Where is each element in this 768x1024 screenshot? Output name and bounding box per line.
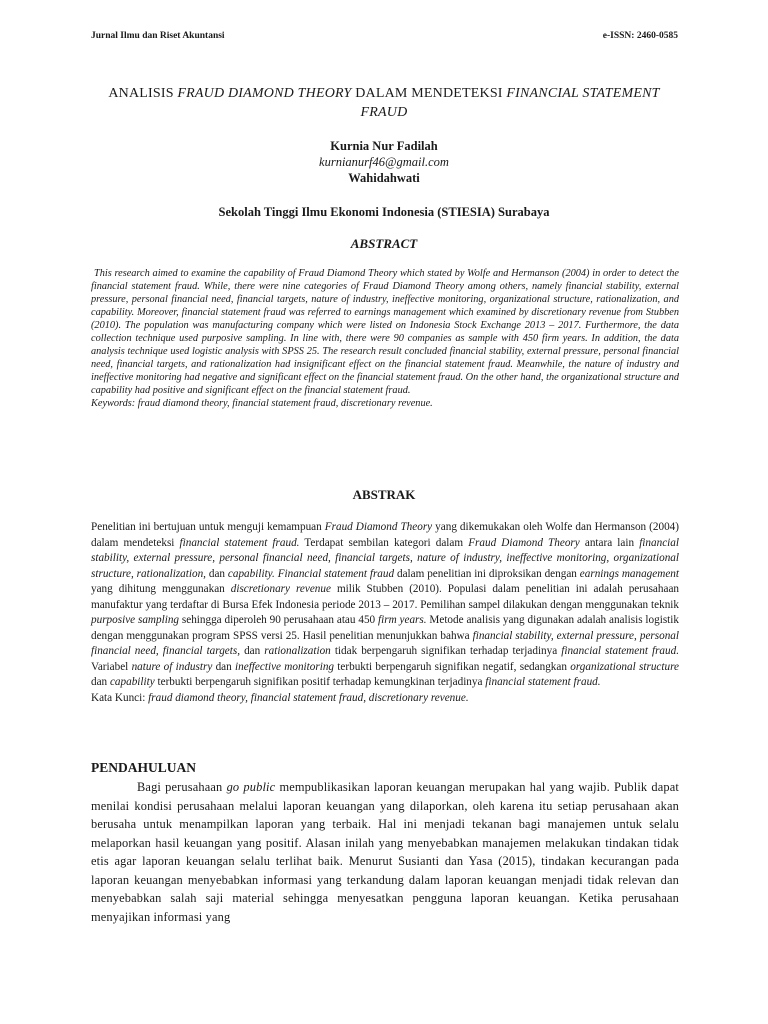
text-run: yang dikemukakan oleh Wolfe dan Hermanson (2004) dalam mendeteksi [91,521,679,549]
text-run-italic: go public [226,780,276,794]
text-run-italic: financial statement fraud. [179,536,300,549]
title-part-italic: FRAUD DIAMOND THEORY [177,86,352,101]
abstract-heading: ABSTRACT [350,236,418,251]
pendahuluan-body [91,778,679,926]
text-run-italic: financial statement fraud. [485,676,601,688]
title-part-italic: FINANCIAL STATEMENT FRAUD [360,86,660,120]
text-run: dan [205,567,228,580]
text-run: Bagi perusahaan [137,780,227,794]
issn: e-ISSN: 2460-0585 [602,31,678,41]
text-run-italic: financial stability, external pressure, personal financial need, financial targets, nature of industry, ineffective monitoring, organizational structure, rationalization, [91,536,679,580]
text-run-italic: Fraud Diamond Theory [468,536,580,549]
text-run-italic: firm years. [378,614,427,626]
authors-block [88,138,680,186]
text-run: Terdapat sembilan kategori dalam [299,536,469,549]
abstrak-heading: ABSTRAK [352,487,416,502]
title-part: DALAM MENDETEKSI [351,86,507,101]
text-run: terbukti berpengaruh signifikan negatif, sedangkan [334,660,571,673]
keywords-list: fraud diamond theory, financial statement fraud, discretionary revenue. [148,691,469,704]
text-run: tidak berpengaruh signifikan terhadap terjadinya [330,645,562,657]
text-run-italic: capability [109,676,155,688]
text-run: Variabel [91,660,132,673]
affiliation: Sekolah Tinggi Ilmu Ekonomi Indonesia (STIESIA) Surabaya [218,205,550,219]
text-run-italic: capability. Financial statement fraud [227,567,395,580]
author-name: Kurnia Nur Fadilah [330,139,438,153]
section-heading-pendahuluan: PENDAHULUAN [91,760,197,775]
text-run-italic: financial stability, external pressure, personal financial need, financial targets, [91,629,680,657]
text-run-italic: financial statement fraud. [561,645,680,657]
text-run-italic: organizational structure [570,660,679,673]
text-run: dalam penelitian ini diproksikan dengan [394,567,580,580]
abstrak-keywords [91,691,679,707]
abstract-body [91,267,679,410]
text-run-italic: rationalization [264,645,331,657]
title-part: ANALISIS [108,86,178,101]
abstrak-text [91,520,679,691]
text-run-italic: Fraud Diamond Theory [324,521,433,533]
text-run: mempublikasikan laporan keuangan merupakan hal yang wajib. Publik dapat menilai kondisi perusahaan melalui laporan keuangan yang dilaporkan, oleh karena itu setiap perusahaan akan berusaha untuk menampilkan laporan yang terbaik. Hal ini menjadi tekanan bagi manajemen untuk selalu melaporkan hasil keuangan yang positif. Alasan inilah yang menyebabkan manajemen melakukan tindakan tidak etis agar laporan keuangan selalu terlihat baik. Menurut Susianti dan Yasa (2015), tindakan kecurangan pada laporan keuangan menyebabkan informasi yang terkandung dalam laporan keuangan menjadi tidak relevan dan menyebabkan salah saji material sehingga menyesatkan pengguna laporan keuangan. Ketika perusahaan menyajikan informasi yang [91,780,680,924]
text-run: dan [212,660,236,673]
paper-title [88,84,680,122]
text-run: Penelitian ini bertujuan untuk menguji kemampuan [91,521,325,533]
abstrak-body [91,520,679,706]
text-run-italic: earnings management [579,567,679,580]
text-run: yang dihitung menggunakan [91,583,231,595]
author-email: kurnianurf46@gmail.com [319,155,449,169]
abstract-text: This research aimed to examine the capability of Fraud Diamond Theory which stated by Wolfe and Hermanson (2004) in order to detect the financial statement fraud. While, there were nine categories of Fraud Diamond Theory among others, namely financial stability, external pressure, personal financial need, financial targets, nature of industry, ineffective monitoring, organizational structure, rationalization, and capability. Moreover, financial statement fraud was referred to earnings management which examined by discretionary revenue from Stubben (2010). The population was manufacturing company which were listed on Indonesia Stock Exchange 2013 – 2017. Furthermore, the data collection technique used purposive sampling. In line with, there were 90 companies as sample with 450 firm years. In addition, the data analysis technique used logistic analysis with SPSS 25. The research result concluded financial stability, external pressure, personal financial need, financial targets, and rationalization had insignificant effect on the financial statement fraud. Meanwhile, the nature of industry and ineffective monitoring had negative and significant effect on the financial statement fraud. On the other hand, the organizational structure and capability had positive and significant effect on the financial statement fraud. [91,268,679,396]
text-run-italic: nature of industry [131,660,213,673]
journal-name: Jurnal Ilmu dan Riset Akuntansi [91,31,225,41]
abstract-keywords: Keywords: fraud diamond theory, financial statement fraud, discretionary revenue. [91,398,433,409]
keywords-label: Kata Kunci: [91,691,149,704]
text-run: dan [91,676,110,688]
text-run: dan [240,645,265,657]
text-run-italic: ineffective monitoring [235,660,335,673]
running-header [91,31,678,41]
text-run-italic: purposive sampling [91,614,180,626]
text-run: sehingga diperoleh 90 perusahaan atau 450 [179,614,378,626]
text-run: Metode analisis yang digunakan adalah analisis logistik dengan menggunakan program SPSS versi 25. Hasil penelitian menunjukkan bahwa [91,614,679,642]
text-run: antara lain [579,536,640,549]
text-run-italic: discretionary revenue [230,583,331,595]
text-run: terbukti berpengaruh signifikan positif terhadap kemungkinan terjadinya [154,676,486,688]
author-name: Wahidahwati [348,171,420,185]
text-run: milik Stubben (2010). Populasi dalam penelitian ini adalah perusahaan manufaktur yang terdaftar di Bursa Efek Indonesia periode 2013 – 2017. Pemilihan sampel dilakukan dengan menggunakan teknik [91,583,680,611]
